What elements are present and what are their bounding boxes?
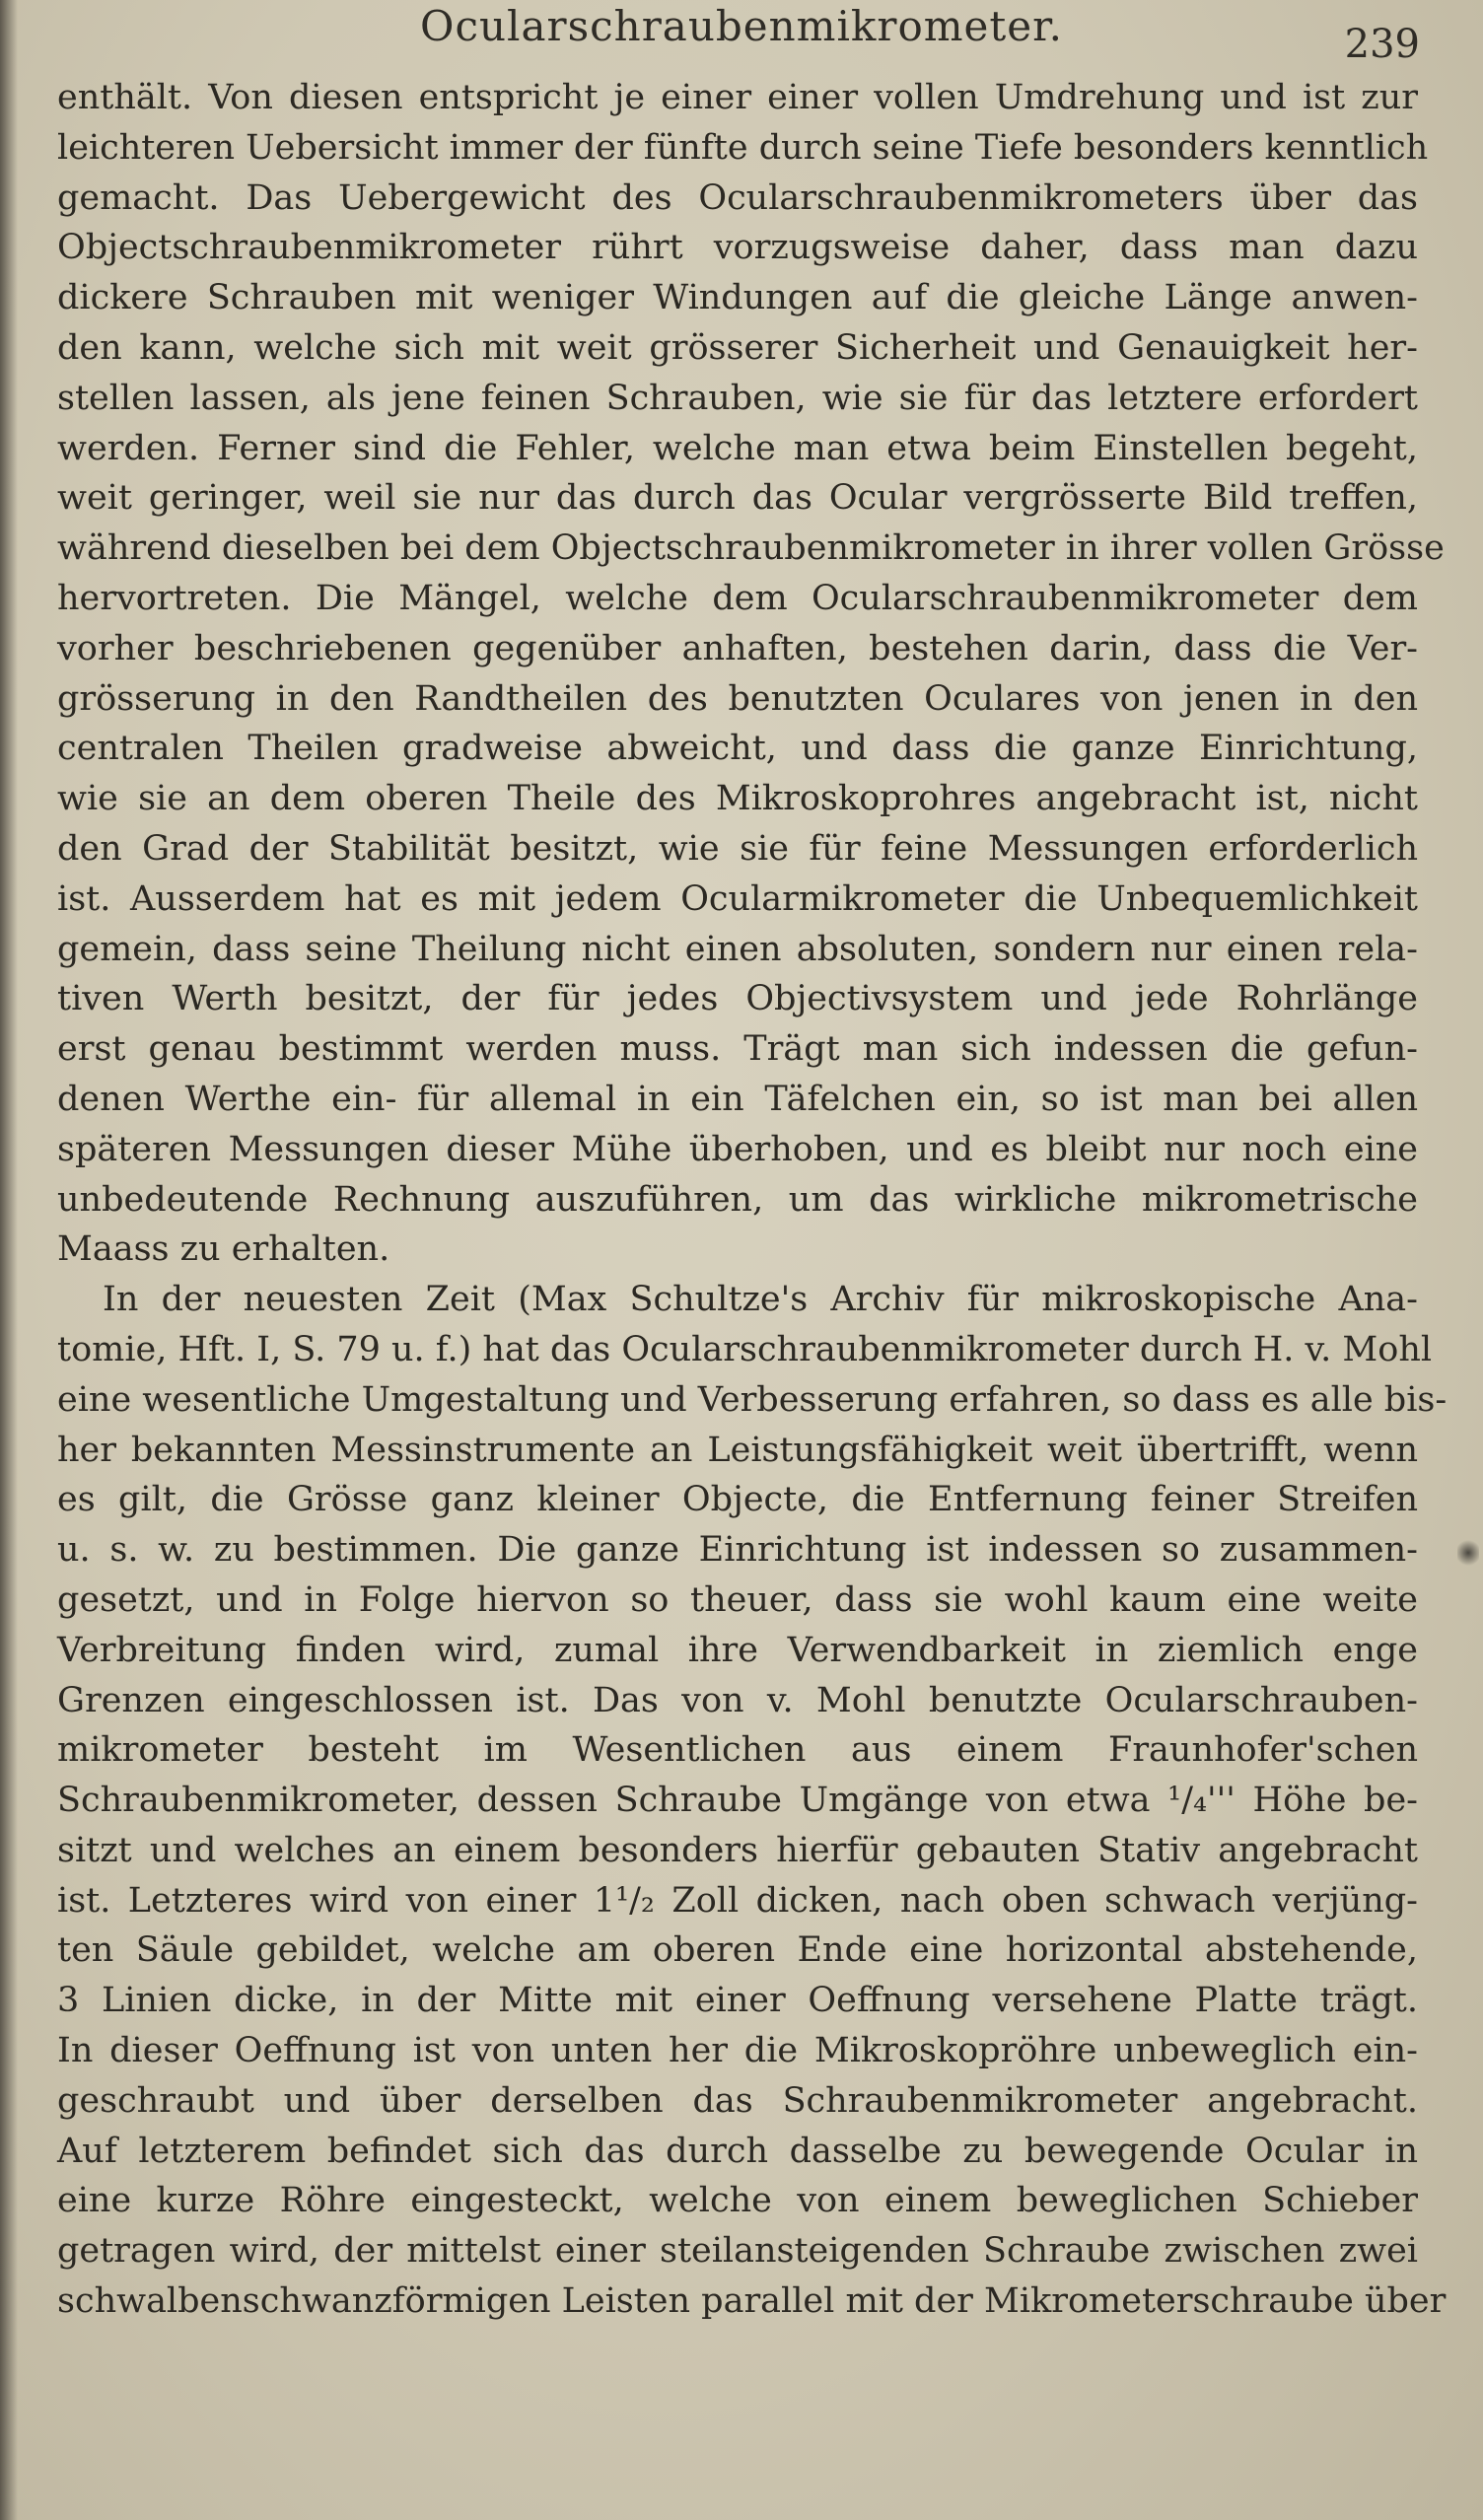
text-line: es gilt, die Grösse ganz kleiner Objecte, die Entfernung feiner Streifen [57, 1480, 1418, 1520]
text-line: ist. Ausserdem hat es mit jedem Ocularmikrometer die Unbequemlichkeit [57, 878, 1418, 919]
text-line: tiven Werth besitzt, der für jedes Objectivsystem und jede Rohrlänge [57, 979, 1418, 1019]
text-line: während dieselben bei dem Objectschraubenmikrometer in ihrer vollen Grösse [57, 528, 1445, 569]
text-line: schwalbenschwanzförmigen Leisten parallel mit der Mikrometerschraube über [57, 2281, 1447, 2322]
text-line: den Grad der Stabilität besitzt, wie sie für feine Messungen erforderlich [57, 828, 1418, 869]
text-line: den kann, welche sich mit weit grösserer Sicherheit und Genauigkeit her- [57, 327, 1418, 368]
binding-shadow [0, 0, 18, 2520]
text-line: Verbreitung finden wird, zumal ihre Verwendbarkeit in ziemlich enge [57, 1630, 1418, 1670]
text-line: u. s. w. zu bestimmen. Die ganze Einrichtung ist indessen so zusammen- [57, 1530, 1418, 1571]
paper-speck [1457, 1538, 1479, 1568]
text-line: her bekannten Messinstrumente an Leistungsfähigkeit weit übertrifft, wenn [57, 1430, 1418, 1470]
text-line: Auf letzterem befindet sich das durch dasselbe zu bewegende Ocular in [57, 2131, 1418, 2171]
text-line: späteren Messungen dieser Mühe überhoben, und es bleibt nur noch eine [57, 1129, 1418, 1169]
text-line: denen Werthe ein- für allemal in ein Täfelchen ein, so ist man bei allen [57, 1079, 1418, 1119]
text-line: ist. Letzteres wird von einer 1¹/₂ Zoll dicken, nach oben schwach verjüng- [57, 1880, 1418, 1921]
text-line: wie sie an dem oberen Theile des Mikroskoprohres angebracht ist, nicht [57, 779, 1418, 819]
text-line: unbedeutende Rechnung auszuführen, um das wirkliche mikrometrische [57, 1179, 1418, 1220]
text-line: ten Säule gebildet, welche am oberen Ende eine horizontal abstehende, [57, 1930, 1418, 1971]
text-line: werden. Ferner sind die Fehler, welche man etwa beim Einstellen begeht, [57, 428, 1418, 468]
text-line: grösserung in den Randtheilen des benutzten Oculares von jenen in den [57, 678, 1418, 719]
text-line: dickere Schrauben mit weniger Windungen auf die gleiche Länge anwen- [57, 278, 1418, 318]
body-text [57, 73, 1448, 2327]
text-line: hervortreten. Die Mängel, welche dem Ocularschraubenmikrometer dem [57, 578, 1418, 618]
text-line: Schraubenmikrometer, dessen Schraube Umgänge von etwa ¹/₄''' Höhe be- [57, 1781, 1418, 1821]
page-number: 239 [1344, 22, 1420, 67]
text-line: enthält. Von diesen entspricht je einer einer vollen Umdrehung und ist zur [57, 78, 1418, 117]
text-line: eine wesentliche Umgestaltung und Verbesserung erfahren, so dass es alle bis- [57, 1379, 1448, 1420]
running-head: Ocularschraubenmikrometer. [420, 2, 1063, 50]
text-line: gemein, dass seine Theilung nicht einen absoluten, sondern nur einen rela- [57, 929, 1418, 969]
text-line: Objectschraubenmikrometer rührt vorzugsweise daher, dass man dazu [57, 228, 1418, 268]
text-line: vorher beschriebenen gegenüber anhaften, bestehen darin, dass die Ver- [57, 628, 1418, 668]
text-line: In dieser Oeffnung ist von unten her die Mikroskopröhre unbeweglich ein- [57, 2031, 1418, 2071]
paragraph-start-line: In der neuesten Zeit (Max Schultze's Archiv für mikroskopische Ana- [103, 1280, 1418, 1320]
text-line: gesetzt, und in Folge hiervon so theuer, dass sie wohl kaum eine weite [57, 1579, 1418, 1620]
text-line: stellen lassen, als jene feinen Schrauben, wie sie für das letztere erfordert [57, 378, 1418, 418]
text-line: sitzt und welches an einem besonders hierfür gebauten Stativ angebracht [57, 1830, 1418, 1870]
text-line: geschraubt und über derselben das Schraubenmikrometer angebracht. [57, 2080, 1418, 2121]
text-line: Grenzen eingeschlossen ist. Das von v. Mohl benutzte Ocularschrauben- [57, 1680, 1418, 1720]
paragraph-end-line: Maass zu erhalten. [57, 1229, 390, 1270]
text-line: 3 Linien dicke, in der Mitte mit einer Oeffnung versehene Platte trägt. [57, 1981, 1418, 2021]
text-line: tomie, Hft. I, S. 79 u. f.) hat das Ocularschraubenmikrometer durch H. v. Mohl [57, 1329, 1433, 1369]
text-line: eine kurze Röhre eingesteckt, welche von einem beweglichen Schieber [57, 2181, 1418, 2221]
text-line: mikrometer besteht im Wesentlichen aus einem Fraunhofer'schen [57, 1730, 1418, 1771]
text-line: gemacht. Das Uebergewicht des Ocularschraubenmikrometers über das [57, 177, 1418, 218]
text-line: erst genau bestimmt werden muss. Trägt man sich indessen die gefun- [57, 1029, 1418, 1070]
text-line: getragen wird, der mittelst einer steilansteigenden Schraube zwischen zwei [57, 2231, 1418, 2272]
text-line: leichteren Uebersicht immer der fünfte durch seine Tiefe besonders kenntlich [57, 127, 1429, 168]
text-line: centralen Theilen gradweise abweicht, und dass die ganze Einrichtung, [57, 729, 1418, 769]
text-line: weit geringer, weil sie nur das durch das Ocular vergrösserte Bild treffen, [57, 478, 1418, 519]
